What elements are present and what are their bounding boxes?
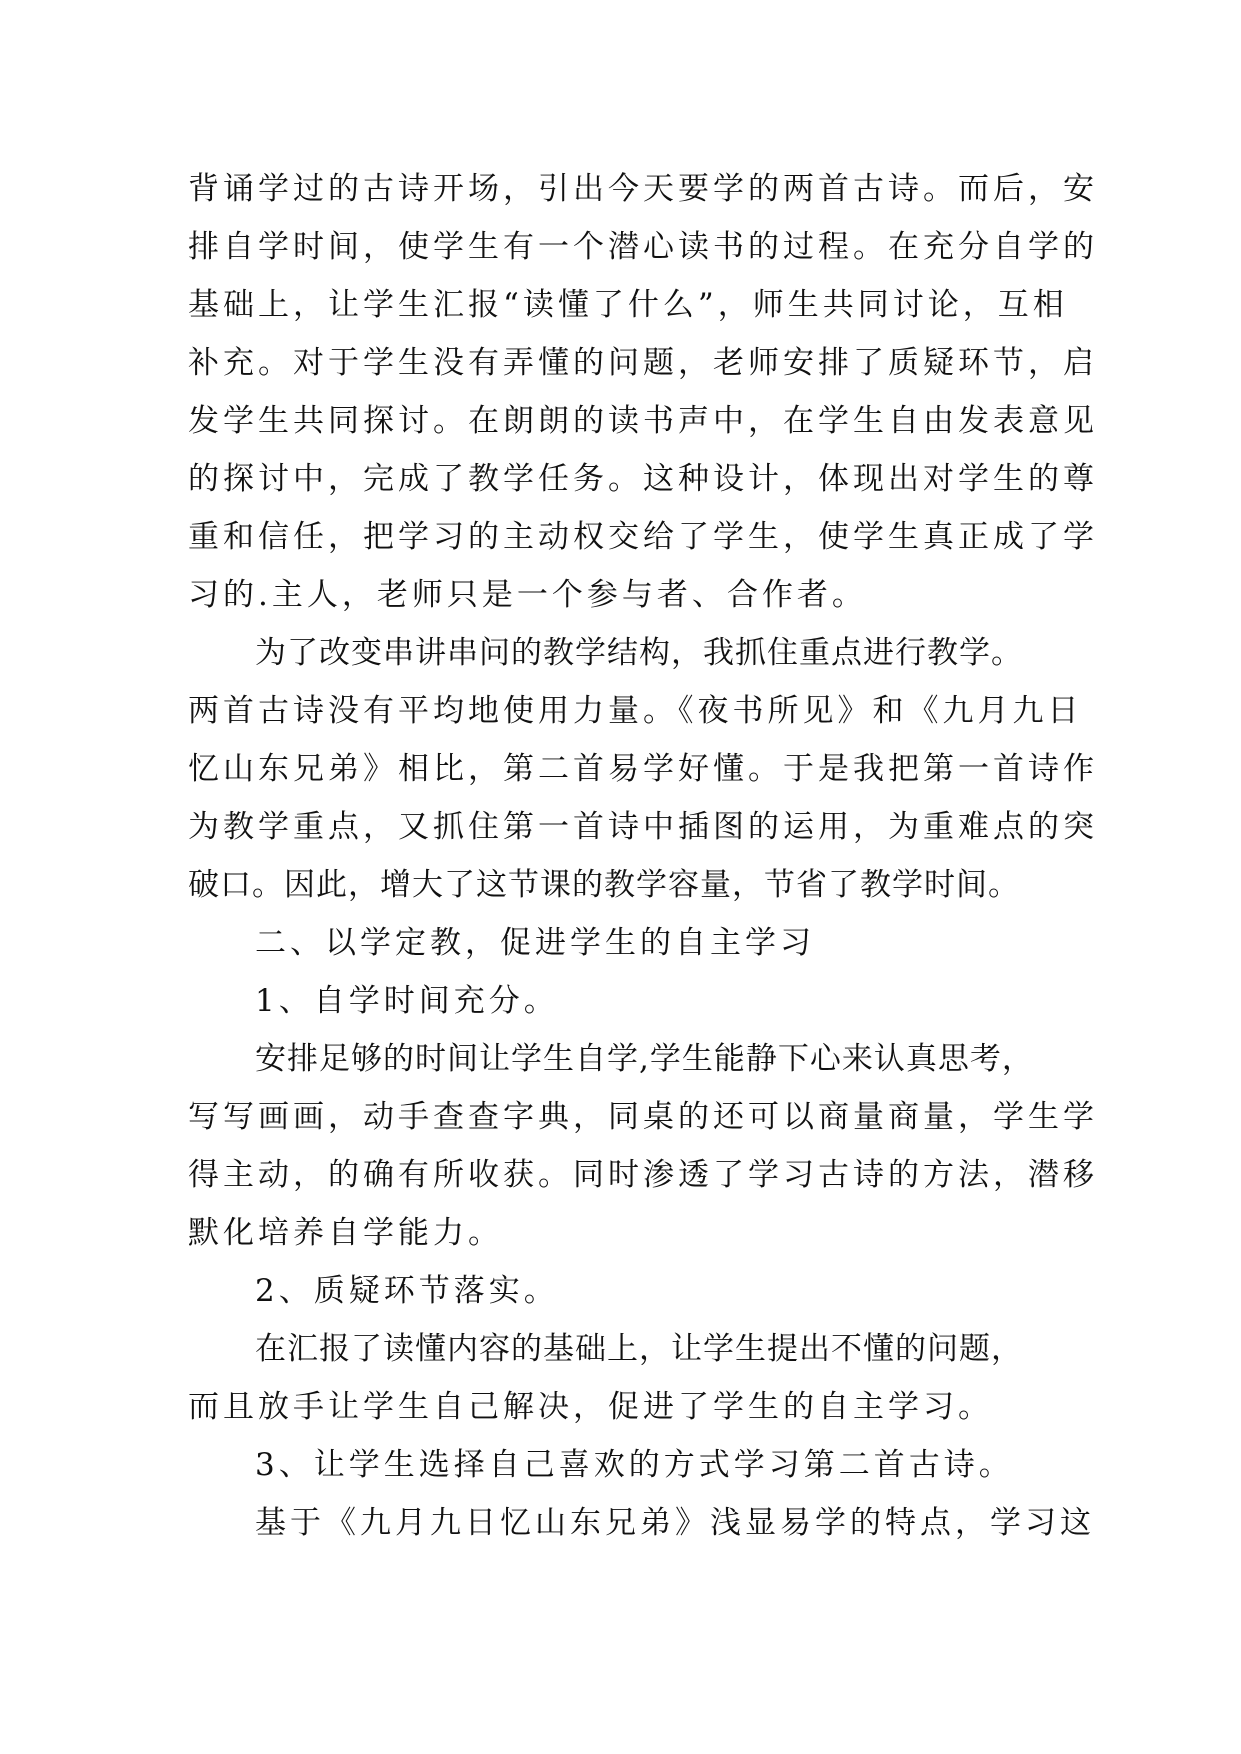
subsection-heading: 3、让学生选择自己喜欢的方式学习第二首古诗。: [255, 1447, 1014, 1483]
text-line: 忆山东兄弟》相比，第二首易学好懂。于是我把第一首诗作: [188, 751, 1098, 787]
text-line: 破口。因此，增大了这节课的教学容量，节省了教学时间。: [188, 867, 1020, 903]
section-heading: 二、以学定教，促进学生的自主学习: [255, 925, 815, 961]
text-line: 默化培养自学能力。: [188, 1215, 503, 1251]
paragraph-start-line: 基于《九月九日忆山东兄弟》浅显易学的特点，学习这: [255, 1505, 1095, 1541]
document-body: [188, 160, 1098, 1552]
text-line: 两首古诗没有平均地使用力量。《夜书所见》和《九月九日: [188, 693, 1083, 729]
text-line: 基础上，让学生汇报“读懂了什么”，师生共同讨论，互相: [188, 287, 1068, 323]
text-line: 补充。对于学生没有弄懂的问题，老师安排了质疑环节，启: [188, 345, 1098, 381]
text-line: 而且放手让学生自己解决，促进了学生的自主学习。: [188, 1389, 993, 1425]
text-line: 排自学时间，使学生有一个潜心读书的过程。在充分自学的: [188, 229, 1098, 265]
text-line: 得主动，的确有所收获。同时渗透了学习古诗的方法，潜移: [188, 1157, 1098, 1193]
paragraph-start-line: 在汇报了读懂内容的基础上，让学生提出不懂的问题，: [255, 1331, 1023, 1367]
text-line: 习的.主人，老师只是一个参与者、合作者。: [188, 577, 867, 613]
text-line: 的探讨中，完成了教学任务。这种设计，体现出对学生的尊: [188, 461, 1098, 497]
subsection-heading: 2、质疑环节落实。: [255, 1273, 559, 1309]
text-line: 背诵学过的古诗开场，引出今天要学的两首古诗。而后，安: [188, 171, 1098, 207]
paragraph-start-line: 为了改变串讲串问的教学结构，我抓住重点进行教学。: [255, 635, 1023, 671]
text-line: 写写画画，动手查查字典，同桌的还可以商量商量，学生学: [188, 1099, 1098, 1135]
text-line: 发学生共同探讨。在朗朗的读书声中，在学生自由发表意见: [188, 403, 1098, 439]
text-line: 重和信任，把学习的主动权交给了学生，使学生真正成了学: [188, 519, 1098, 555]
paragraph-start-line: 安排足够的时间让学生自学,学生能静下心来认真思考，: [255, 1041, 1034, 1077]
subsection-heading: 1、自学时间充分。: [255, 983, 559, 1019]
text-line: 为教学重点，又抓住第一首诗中插图的运用，为重难点的突: [188, 809, 1098, 845]
